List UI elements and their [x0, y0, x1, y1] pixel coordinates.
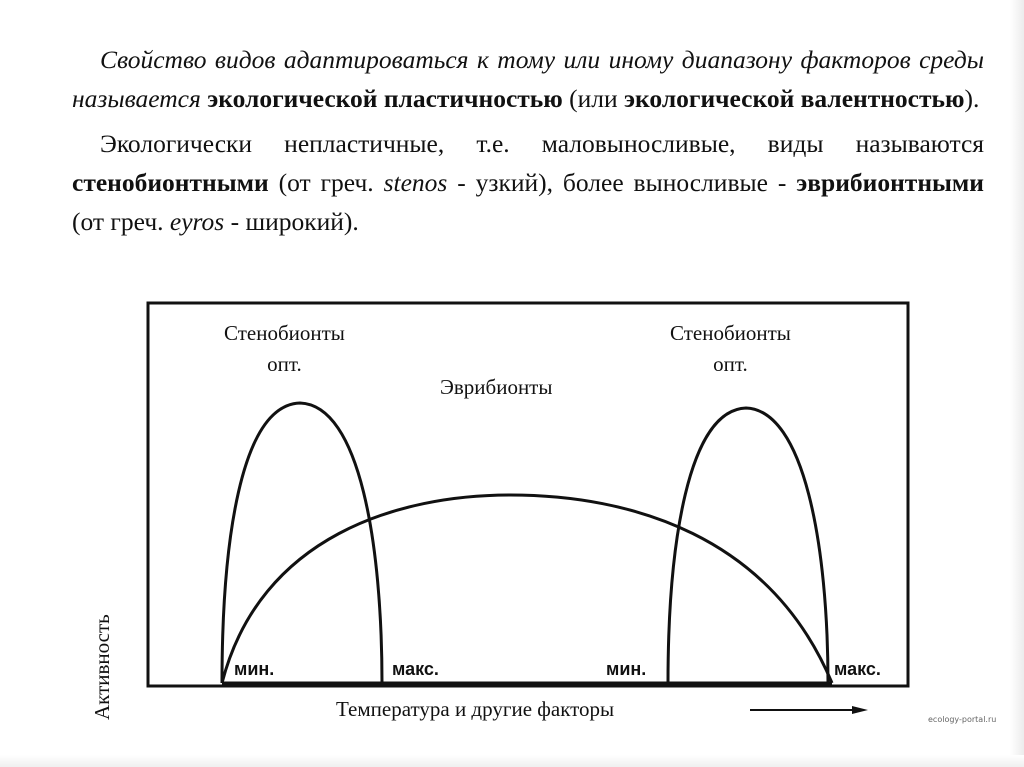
paragraph2-part5: - широкий).: [224, 207, 359, 236]
paragraph2-part1: Экологически непластичные, т.е. маловыносливые, виды называются: [100, 129, 984, 158]
paragraph-plasticity: [72, 40, 984, 118]
paragraph1-italic: Свойство видов адаптироваться к тому или иному диапазону факторов среды называется: [72, 45, 984, 113]
left-stenobiont-label: Стенобионты опт.: [224, 321, 345, 376]
slide-edge-shadow: [1010, 0, 1024, 767]
term-stenobiont: стенобионтными: [72, 168, 269, 197]
word-eyros: eyros: [169, 207, 225, 236]
x-axis-label: Температура и другие факторы: [336, 697, 615, 721]
term-eurybiont: эврибионтными: [796, 168, 984, 197]
y-axis-label: Активность: [90, 614, 114, 720]
term-ecological-valence: экологической валентностью: [624, 84, 965, 113]
tick-min-right: мин.: [606, 659, 647, 679]
eurybiont-curve: [222, 495, 832, 683]
paragraph2-part3: - узкий), более выносливые -: [447, 168, 797, 197]
watermark-text: ecology-portal.ru: [928, 715, 997, 724]
paragraph1-end: ).: [964, 84, 980, 113]
paragraph-steno-eury: [72, 124, 984, 241]
tick-min-left: мин.: [234, 659, 275, 679]
tick-max-right: макс.: [834, 659, 881, 679]
tolerance-diagram: [90, 295, 997, 735]
right-stenobiont-curve: [668, 408, 828, 683]
paragraph1-mid: (или: [562, 84, 625, 113]
x-axis-arrow-head: [852, 706, 868, 714]
term-ecological-plasticity: экологической пластичностью: [207, 84, 563, 113]
text-block: [72, 40, 984, 247]
slide-bottom-shadow: [0, 755, 1024, 767]
tick-max-left: макс.: [392, 659, 439, 679]
eurybiont-label: Эврибионты: [440, 375, 553, 399]
paragraph2-part4: (от греч.: [72, 207, 170, 236]
left-stenobiont-curve: [222, 403, 382, 683]
word-stenos: stenos: [383, 168, 448, 197]
paragraph2-part2: (от греч.: [268, 168, 384, 197]
right-stenobiont-label: Стенобионты опт.: [670, 321, 791, 376]
